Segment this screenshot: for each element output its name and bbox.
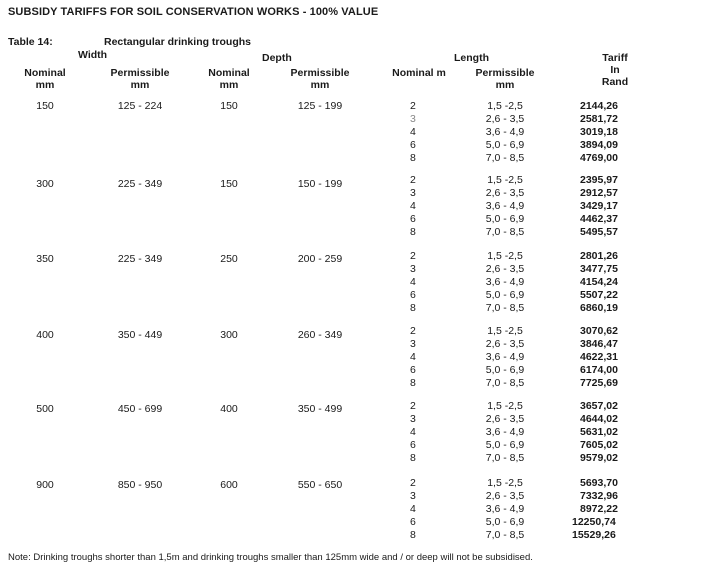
width-nominal: 350 [36,253,54,265]
length-nominal: 8 [410,226,416,238]
tariff-value: 3846,47 [580,338,618,350]
width-permissible: 850 - 950 [117,479,163,491]
length-nominal: 6 [410,213,416,225]
length-permissible: 7,0 - 8,5 [485,302,525,314]
header-tariff-unit: Rand [601,76,629,88]
tariff-value: 3019,18 [580,126,618,138]
depth-permissible: 200 - 259 [297,253,343,265]
tariff-value: 12250,74 [572,516,616,528]
length-nominal: 6 [410,439,416,451]
header-width-nominal-unit: mm [35,79,55,91]
length-permissible: 2,6 - 3,5 [485,263,525,275]
length-nominal: 4 [410,426,416,438]
tariff-value: 5631,02 [580,426,618,438]
tariff-value: 7332,96 [580,490,618,502]
tariff-value: 3894,09 [580,139,618,151]
length-nominal: 2 [410,174,416,186]
depth-permissible: 260 - 349 [297,329,343,341]
tariff-value: 4644,02 [580,413,618,425]
length-nominal: 2 [410,400,416,412]
length-permissible: 3,6 - 4,9 [485,126,525,138]
header-width-permissible-label: Permissible [110,67,170,79]
length-permissible: 3,6 - 4,9 [485,276,525,288]
length-nominal: 4 [410,503,416,515]
length-permissible: 5,0 - 6,9 [485,213,525,225]
tariff-value: 2395,97 [580,174,618,186]
length-permissible: 3,6 - 4,9 [485,426,525,438]
header-width-permissible [98,67,182,91]
tariff-value: 3070,62 [580,325,618,337]
length-permissible: 3,6 - 4,9 [485,503,525,515]
length-nominal: 6 [410,289,416,301]
length-permissible: 7,0 - 8,5 [485,452,525,464]
depth-permissible: 350 - 499 [297,403,343,415]
tariff-value: 2144,26 [580,100,618,112]
tariff-value: 3477,75 [580,263,618,275]
length-nominal: 4 [410,276,416,288]
length-nominal: 8 [410,152,416,164]
tariff-value: 4154,24 [580,276,618,288]
header-length: Length [454,52,489,64]
width-nominal: 900 [36,479,54,491]
tariff-value: 9579,02 [580,452,618,464]
tariff-value: 5507,22 [580,289,618,301]
length-permissible: 7,0 - 8,5 [485,377,525,389]
header-length-permissible-unit: mm [495,79,515,91]
header-width-nominal [14,67,76,91]
header-depth-permissible-label: Permissible [290,67,350,79]
tariff-value: 4622,31 [580,351,618,363]
length-permissible: 3,6 - 4,9 [485,200,525,212]
header-length-nominal: Nominal m [392,67,446,79]
tariff-value: 15529,26 [572,529,616,541]
length-nominal: 2 [410,100,416,112]
header-length-permissible [462,67,548,91]
length-permissible: 5,0 - 6,9 [485,364,525,376]
header-depth-nominal [198,67,260,91]
width-permissible: 125 - 224 [117,100,163,112]
length-nominal: 3 [410,263,416,275]
length-permissible: 2,6 - 3,5 [485,490,525,502]
length-nominal: 3 [410,490,416,502]
length-permissible: 7,0 - 8,5 [485,226,525,238]
length-nominal: 8 [410,377,416,389]
length-nominal: 4 [410,200,416,212]
tariff-value: 5693,70 [580,477,618,489]
length-permissible: 1,5 -2,5 [487,400,523,412]
length-permissible: 5,0 - 6,9 [485,289,525,301]
length-nominal: 2 [410,250,416,262]
header-tariff-in: In [610,64,620,76]
tariff-value: 8972,22 [580,503,618,515]
footnote: Note: Drinking troughs shorter than 1,5m and drinking troughs smaller than 125mm wide and / or deep will not be subsidised. [8,552,533,563]
tariff-value: 2801,26 [580,250,618,262]
depth-nominal: 300 [220,329,238,341]
header-width-nominal-label: Nominal [24,67,66,79]
width-permissible: 350 - 449 [117,329,163,341]
header-length-permissible-label: Permissible [475,67,535,79]
length-nominal: 8 [410,452,416,464]
tariff-value: 3429,17 [580,200,618,212]
length-nominal: 3 [410,187,416,199]
length-permissible: 2,6 - 3,5 [485,113,525,125]
header-tariff-label: Tariff [602,52,628,64]
tariff-value: 4769,00 [580,152,618,164]
header-depth: Depth [262,52,292,64]
length-permissible: 1,5 -2,5 [487,100,523,112]
depth-permissible: 150 - 199 [297,178,343,190]
tariff-value: 2912,57 [580,187,618,199]
header-tariff [580,52,650,88]
length-nominal: 3 [410,113,416,125]
length-permissible: 2,6 - 3,5 [485,338,525,350]
length-permissible: 5,0 - 6,9 [485,516,525,528]
length-permissible: 5,0 - 6,9 [485,439,525,451]
page-title: SUBSIDY TARIFFS FOR SOIL CONSERVATION WORKS - 100% VALUE [8,6,379,18]
length-nominal: 8 [410,529,416,541]
width-nominal: 400 [36,329,54,341]
length-nominal: 4 [410,351,416,363]
depth-nominal: 150 [220,178,238,190]
header-depth-nominal-unit: mm [219,79,239,91]
header-width-permissible-unit: mm [130,79,150,91]
depth-nominal: 600 [220,479,238,491]
length-nominal: 2 [410,325,416,337]
length-nominal: 6 [410,516,416,528]
width-nominal: 300 [36,178,54,190]
length-nominal: 8 [410,302,416,314]
tariff-value: 2581,72 [580,113,618,125]
length-nominal: 4 [410,126,416,138]
length-nominal: 6 [410,364,416,376]
tariff-value: 6860,19 [580,302,618,314]
width-nominal: 500 [36,403,54,415]
length-permissible: 1,5 -2,5 [487,477,523,489]
width-permissible: 450 - 699 [117,403,163,415]
tariff-value: 4462,37 [580,213,618,225]
tariff-value: 6174,00 [580,364,618,376]
header-depth-nominal-label: Nominal [208,67,250,79]
tariff-value: 7725,69 [580,377,618,389]
length-permissible: 7,0 - 8,5 [485,152,525,164]
depth-permissible: 125 - 199 [297,100,343,112]
length-permissible: 5,0 - 6,9 [485,139,525,151]
table-label: Table 14: [8,36,53,48]
depth-permissible: 550 - 650 [297,479,343,491]
length-permissible: 2,6 - 3,5 [485,413,525,425]
tariff-value: 3657,02 [580,400,618,412]
length-nominal: 6 [410,139,416,151]
header-width: Width [78,49,108,61]
length-permissible: 2,6 - 3,5 [485,187,525,199]
length-permissible: 1,5 -2,5 [487,250,523,262]
tariff-value: 5495,57 [580,226,618,238]
length-nominal: 2 [410,477,416,489]
tariff-value: 7605,02 [580,439,618,451]
table-caption: Rectangular drinking troughs [104,36,252,48]
length-permissible: 1,5 -2,5 [487,325,523,337]
width-permissible: 225 - 349 [117,253,163,265]
length-nominal: 3 [410,338,416,350]
length-permissible: 3,6 - 4,9 [485,351,525,363]
length-nominal: 3 [410,413,416,425]
length-permissible: 7,0 - 8,5 [485,529,525,541]
length-permissible: 1,5 -2,5 [487,174,523,186]
depth-nominal: 400 [220,403,238,415]
depth-nominal: 250 [220,253,238,265]
header-depth-permissible [278,67,362,91]
header-depth-permissible-unit: mm [310,79,330,91]
width-nominal: 150 [36,100,54,112]
depth-nominal: 150 [220,100,238,112]
width-permissible: 225 - 349 [117,178,163,190]
